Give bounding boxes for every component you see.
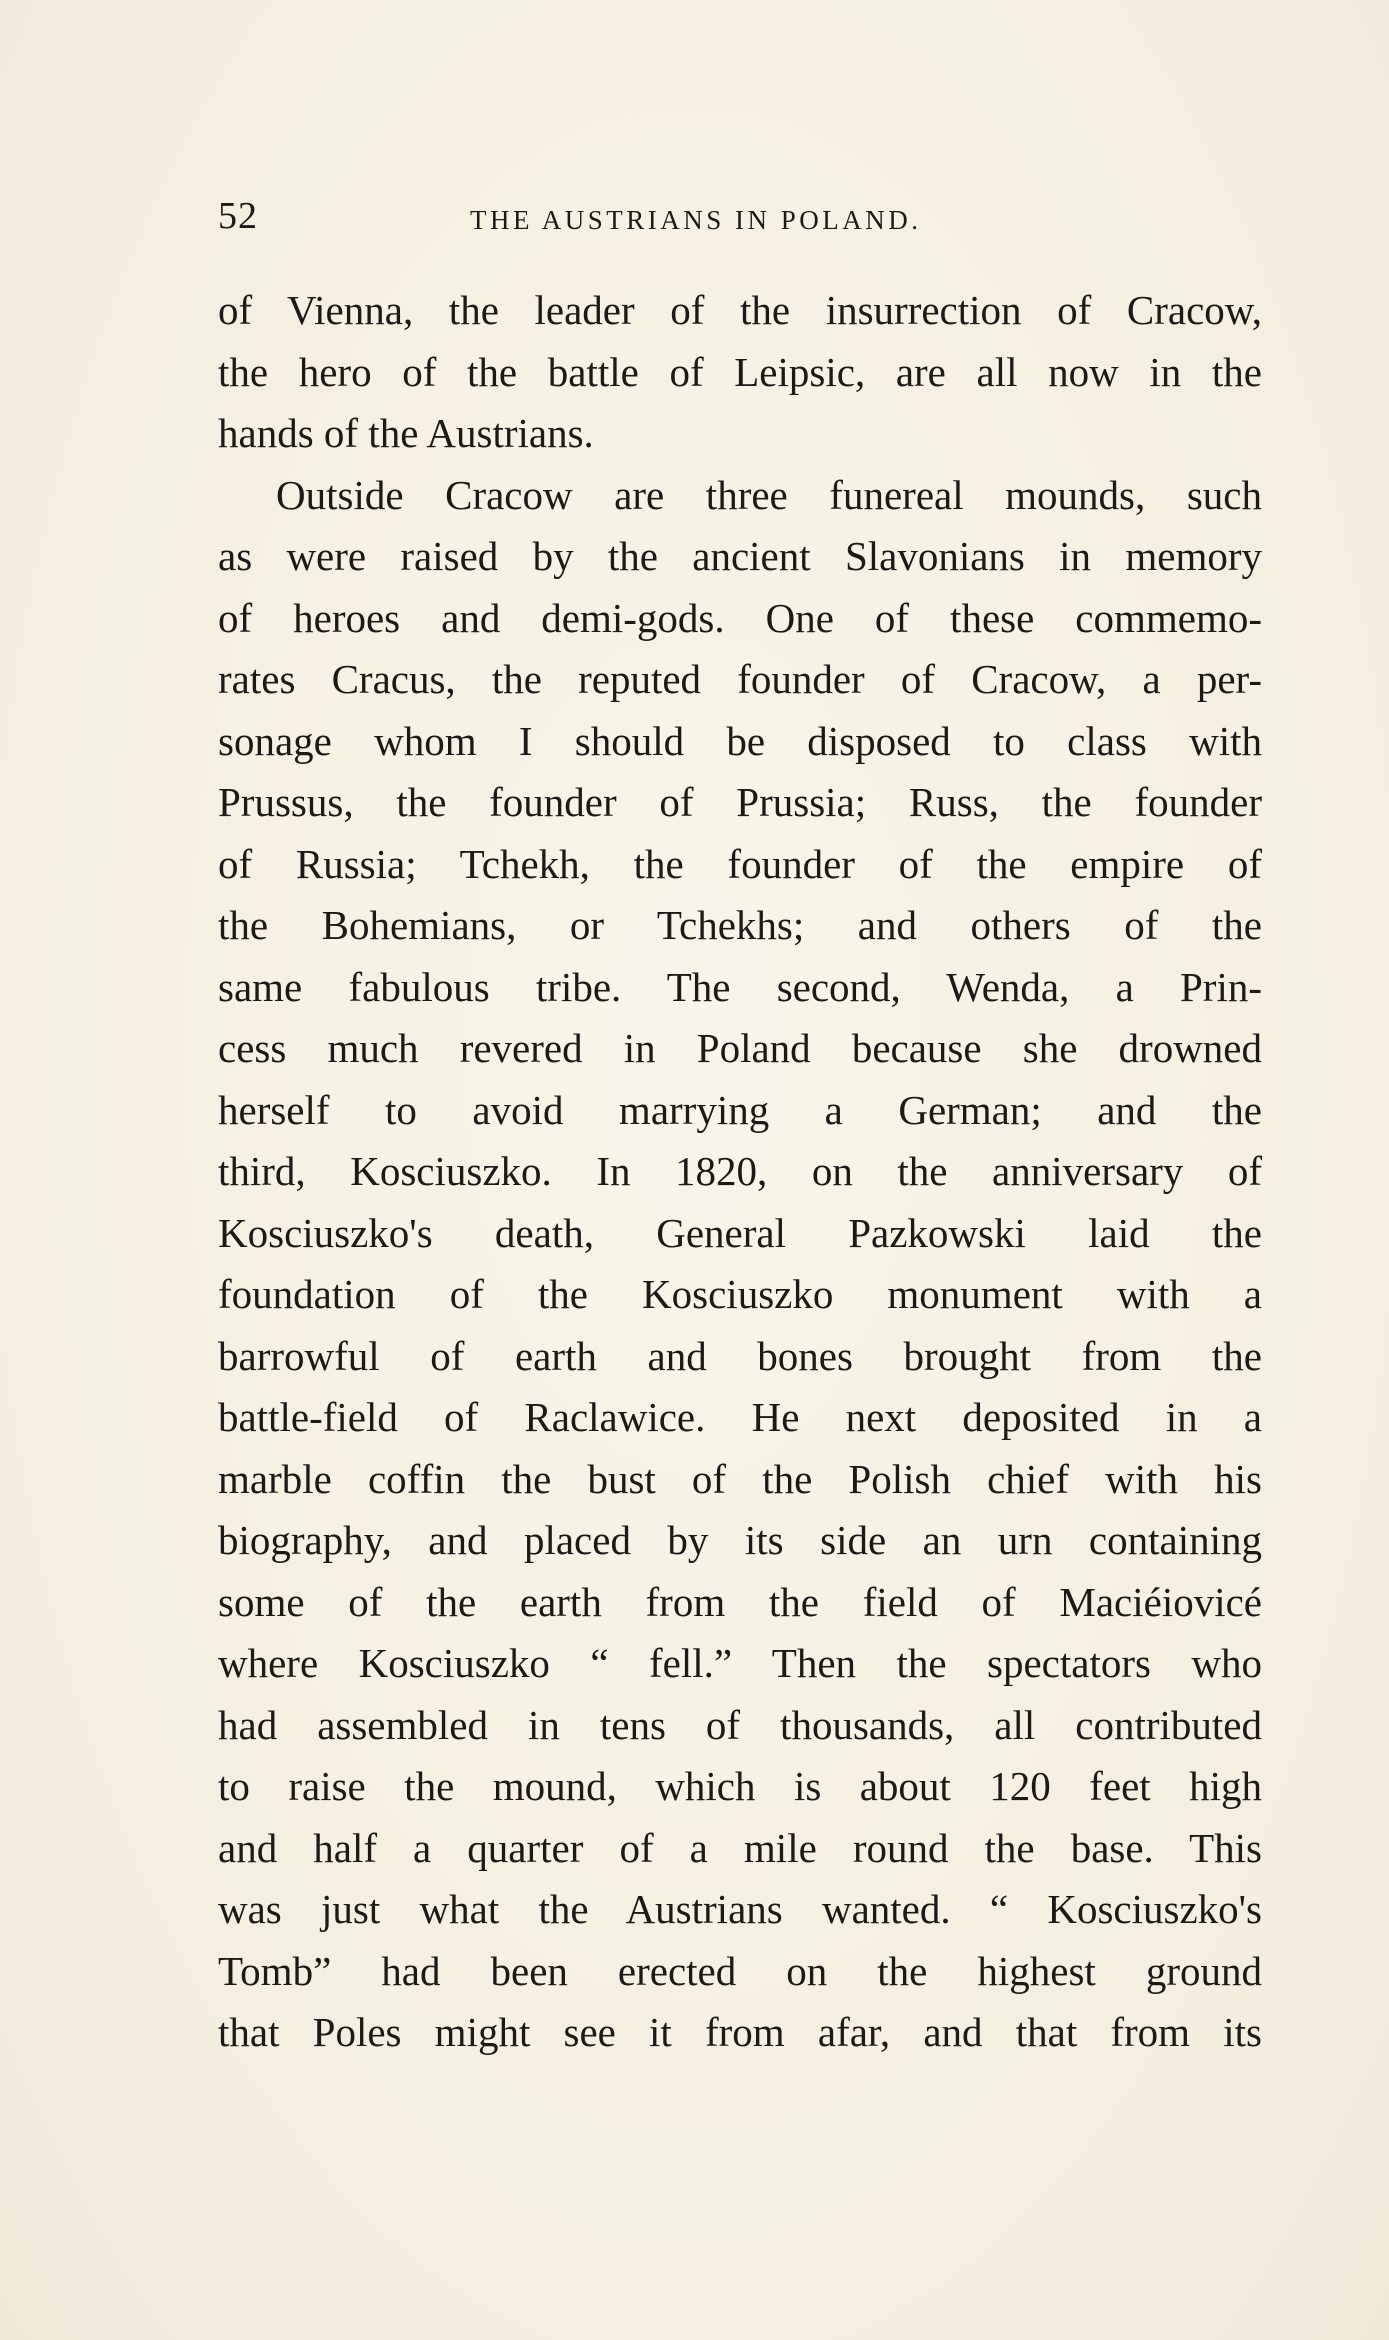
text-line: the Bohemians, or Tchekhs; and others of the (218, 902, 1262, 948)
text-line: sonage whom I should be disposed to class with (218, 717, 1262, 764)
text-line: Kosciuszko's death, General Pazkowski laid the (218, 1209, 1262, 1256)
text-line: barrowful of earth and bones brought from the (218, 1332, 1262, 1379)
text-line: biography, and placed by its side an urn containing (218, 1517, 1262, 1563)
page-header (218, 188, 1218, 244)
text-line: hands of the Austrians. (218, 410, 594, 456)
text-line: as were raised by the ancient Slavonians in memory (218, 533, 1262, 579)
text-line: Prussus, the founder of Prussia; Russ, the founder (218, 779, 1262, 825)
text-line: of Vienna, the leader of the insurrection of Cracow, (218, 287, 1262, 333)
text-line: cess much revered in Poland because she drowned (218, 1025, 1262, 1071)
text-line: same fabulous tribe. The second, Wenda, a Prin- (218, 963, 1262, 1010)
text-line: that Poles might see it from afar, and that from its (218, 2009, 1262, 2055)
body-text (218, 280, 1262, 2064)
running-title: THE AUSTRIANS IN POLAND. (470, 205, 922, 235)
text-line: Outside Cracow are three funereal mounds, such (276, 471, 1262, 518)
text-line: foundation of the Kosciuszko monument with a (218, 1271, 1262, 1317)
text-line: and half a quarter of a mile round the base. This (218, 1824, 1262, 1871)
text-line: herself to avoid marrying a German; and the (218, 1086, 1262, 1133)
text-line: of heroes and demi-gods. One of these commemo- (218, 594, 1262, 641)
text-line: of Russia; Tchekh, the founder of the empire of (218, 840, 1262, 887)
text-line: some of the earth from the field of Maciéiovicé (218, 1578, 1262, 1625)
text-line: rates Cracus, the reputed founder of Cracow, a per- (218, 656, 1262, 702)
text-line: third, Kosciuszko. In 1820, on the anniversary of (218, 1148, 1262, 1194)
text-line: the hero of the battle of Leipsic, are all now in the (218, 348, 1262, 395)
text-line: was just what the Austrians wanted. “ Kosciuszko's (218, 1886, 1262, 1932)
text-line: to raise the mound, which is about 120 feet high (218, 1763, 1262, 1809)
text-line: battle-field of Raclawice. He next deposited in a (218, 1394, 1262, 1440)
text-line: had assembled in tens of thousands, all contributed (218, 1701, 1262, 1748)
text-line: where Kosciuszko “ fell.” Then the spectators who (218, 1640, 1262, 1686)
page-number: 52 (218, 195, 258, 237)
text-line: marble coffin the bust of the Polish chief with his (218, 1455, 1262, 1502)
text-line: Tomb” had been erected on the highest ground (218, 1947, 1262, 1994)
